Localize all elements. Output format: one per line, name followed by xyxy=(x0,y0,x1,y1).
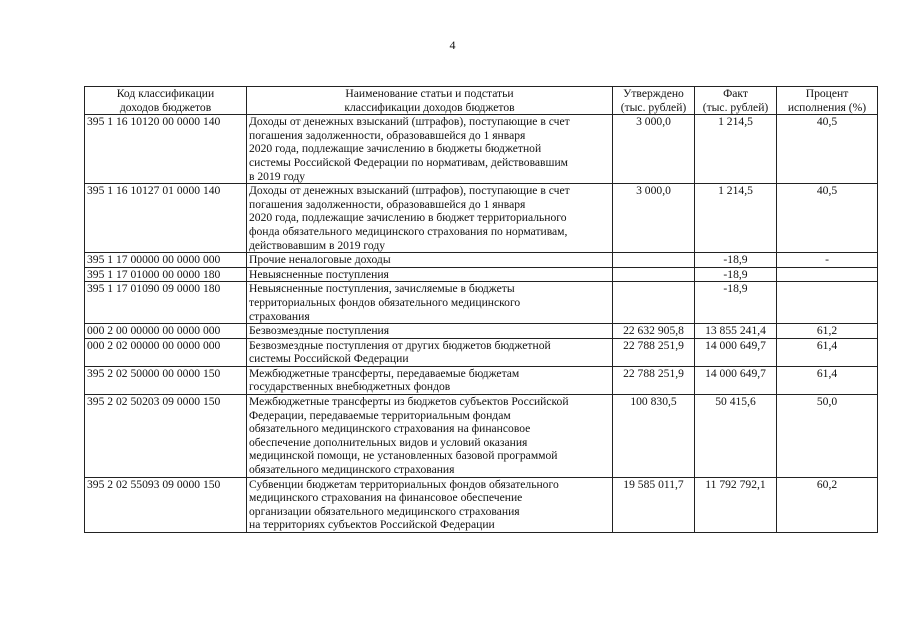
header-name: Наименование статьи и подстатьи классификации доходов бюджетов xyxy=(247,87,613,115)
row-percent: 61,4 xyxy=(777,338,878,366)
row-code: 000 2 00 00000 00 0000 000 xyxy=(85,324,247,339)
row-name-line: медицинской помощи, не установленных базовой программой xyxy=(249,449,558,463)
table-row xyxy=(85,253,878,268)
row-name-line: Доходы от денежных взысканий (штрафов), поступающие в счет xyxy=(249,115,570,129)
table-row xyxy=(85,366,878,394)
row-name-line: обязательного медицинского страхования xyxy=(249,463,455,477)
row-name xyxy=(247,395,613,478)
row-percent xyxy=(777,282,878,324)
row-name xyxy=(247,366,613,394)
row-approved: 22 788 251,9 xyxy=(613,338,695,366)
row-name-line: обязательного медицинского страхования на финансовое xyxy=(249,422,531,436)
row-name xyxy=(247,324,613,339)
row-name-line: Межбюджетные трансферты, передаваемые бюджетам xyxy=(249,366,520,380)
table-row xyxy=(85,477,878,532)
row-fact: -18,9 xyxy=(695,267,777,282)
table-body xyxy=(85,115,878,533)
row-fact: -18,9 xyxy=(695,282,777,324)
row-percent: 61,4 xyxy=(777,366,878,394)
row-name-line: 2020 года, подлежащие зачислению в бюджет территориального xyxy=(249,211,567,225)
row-fact: 11 792 792,1 xyxy=(695,477,777,532)
row-percent xyxy=(777,267,878,282)
table-row xyxy=(85,184,878,253)
row-code: 395 1 17 00000 00 0000 000 xyxy=(85,253,247,268)
row-fact: 50 415,6 xyxy=(695,395,777,478)
row-code: 395 1 16 10127 01 0000 140 xyxy=(85,184,247,253)
row-name-line: обеспечение дополнительных видов и условий оказания xyxy=(249,435,528,449)
row-name-line: Безвозмездные поступления xyxy=(249,324,390,338)
table-row xyxy=(85,395,878,478)
page-number: 4 xyxy=(449,38,456,52)
row-name-line: Межбюджетные трансферты из бюджетов субъектов Российской xyxy=(249,395,569,409)
row-percent: 40,5 xyxy=(777,184,878,253)
row-fact: -18,9 xyxy=(695,253,777,268)
row-approved: 22 788 251,9 xyxy=(613,366,695,394)
row-approved xyxy=(613,253,695,268)
row-fact: 1 214,5 xyxy=(695,115,777,184)
row-name-line: в 2019 году xyxy=(249,169,306,183)
row-name-line: погашения задолженности, образовавшейся до 1 января xyxy=(249,128,526,142)
row-code: 395 1 16 10120 00 0000 140 xyxy=(85,115,247,184)
row-name-line: системы Российской Федерации по нормативам, действовавшим xyxy=(249,155,568,169)
row-code: 395 2 02 50203 09 0000 150 xyxy=(85,395,247,478)
row-approved: 19 585 011,7 xyxy=(613,477,695,532)
row-code: 395 2 02 55093 09 0000 150 xyxy=(85,477,247,532)
table-row xyxy=(85,324,878,339)
row-name xyxy=(247,253,613,268)
row-name xyxy=(247,267,613,282)
row-name-line: Невыясненные поступления xyxy=(249,267,389,281)
row-name-line: территориальных фондов обязательного медицинского xyxy=(249,295,521,309)
row-name xyxy=(247,115,613,184)
row-code: 395 1 17 01000 00 0000 180 xyxy=(85,267,247,282)
row-code: 395 2 02 50000 00 0000 150 xyxy=(85,366,247,394)
table-row xyxy=(85,282,878,324)
table-row xyxy=(85,267,878,282)
header-fact: Факт (тыс. рублей) xyxy=(695,87,777,115)
row-name-line: организации обязательного медицинского страхования xyxy=(249,504,520,518)
row-name-line: медицинского страхования на финансовое обеспечение xyxy=(249,491,523,505)
row-approved: 22 632 905,8 xyxy=(613,324,695,339)
row-name-line: погашения задолженности, образовавшейся до 1 января xyxy=(249,197,526,211)
row-code: 000 2 02 00000 00 0000 000 xyxy=(85,338,247,366)
header-percent: Процент исполнения (%) xyxy=(777,87,878,115)
row-name-line: Доходы от денежных взысканий (штрафов), поступающие в счет xyxy=(249,184,570,198)
budget-revenue-table xyxy=(84,86,878,533)
row-percent: 60,2 xyxy=(777,477,878,532)
row-fact: 1 214,5 xyxy=(695,184,777,253)
table-header-row xyxy=(85,87,878,115)
row-percent: 61,2 xyxy=(777,324,878,339)
row-approved xyxy=(613,282,695,324)
row-approved: 100 830,5 xyxy=(613,395,695,478)
row-percent: 50,0 xyxy=(777,395,878,478)
row-name-line: системы Российской Федерации xyxy=(249,352,409,366)
table-row xyxy=(85,115,878,184)
row-approved: 3 000,0 xyxy=(613,184,695,253)
row-name-line: фонда обязательного медицинского страхования по нормативам, xyxy=(249,224,568,238)
row-name-line: Субвенции бюджетам территориальных фондов обязательного xyxy=(249,477,559,491)
row-fact: 14 000 649,7 xyxy=(695,366,777,394)
row-name-line: на территориях субъектов Российской Федерации xyxy=(249,518,495,532)
header-approved: Утверждено (тыс. рублей) xyxy=(613,87,695,115)
row-fact: 14 000 649,7 xyxy=(695,338,777,366)
row-name-line: 2020 года, подлежащие зачислению в бюджеты бюджетной xyxy=(249,142,542,156)
row-name xyxy=(247,184,613,253)
row-name-line: Безвозмездные поступления от других бюджетов бюджетной xyxy=(249,338,551,352)
row-name xyxy=(247,477,613,532)
row-name xyxy=(247,282,613,324)
row-percent: 40,5 xyxy=(777,115,878,184)
row-name-line: Федерации, передаваемые территориальным фондам xyxy=(249,408,511,422)
row-fact: 13 855 241,4 xyxy=(695,324,777,339)
table-row xyxy=(85,338,878,366)
row-name xyxy=(247,338,613,366)
row-name-line: Невыясненные поступления, зачисляемые в бюджеты xyxy=(249,282,515,296)
row-name-line: государственных внебюджетных фондов xyxy=(249,380,451,394)
row-name-line: страхования xyxy=(249,309,310,323)
row-percent: - xyxy=(777,253,878,268)
row-name-line: Прочие неналоговые доходы xyxy=(249,253,391,267)
row-approved xyxy=(613,267,695,282)
row-name-line: действовавшим в 2019 году xyxy=(249,238,386,252)
header-code: Код классификации доходов бюджетов xyxy=(85,87,247,115)
row-code: 395 1 17 01090 09 0000 180 xyxy=(85,282,247,324)
row-approved: 3 000,0 xyxy=(613,115,695,184)
